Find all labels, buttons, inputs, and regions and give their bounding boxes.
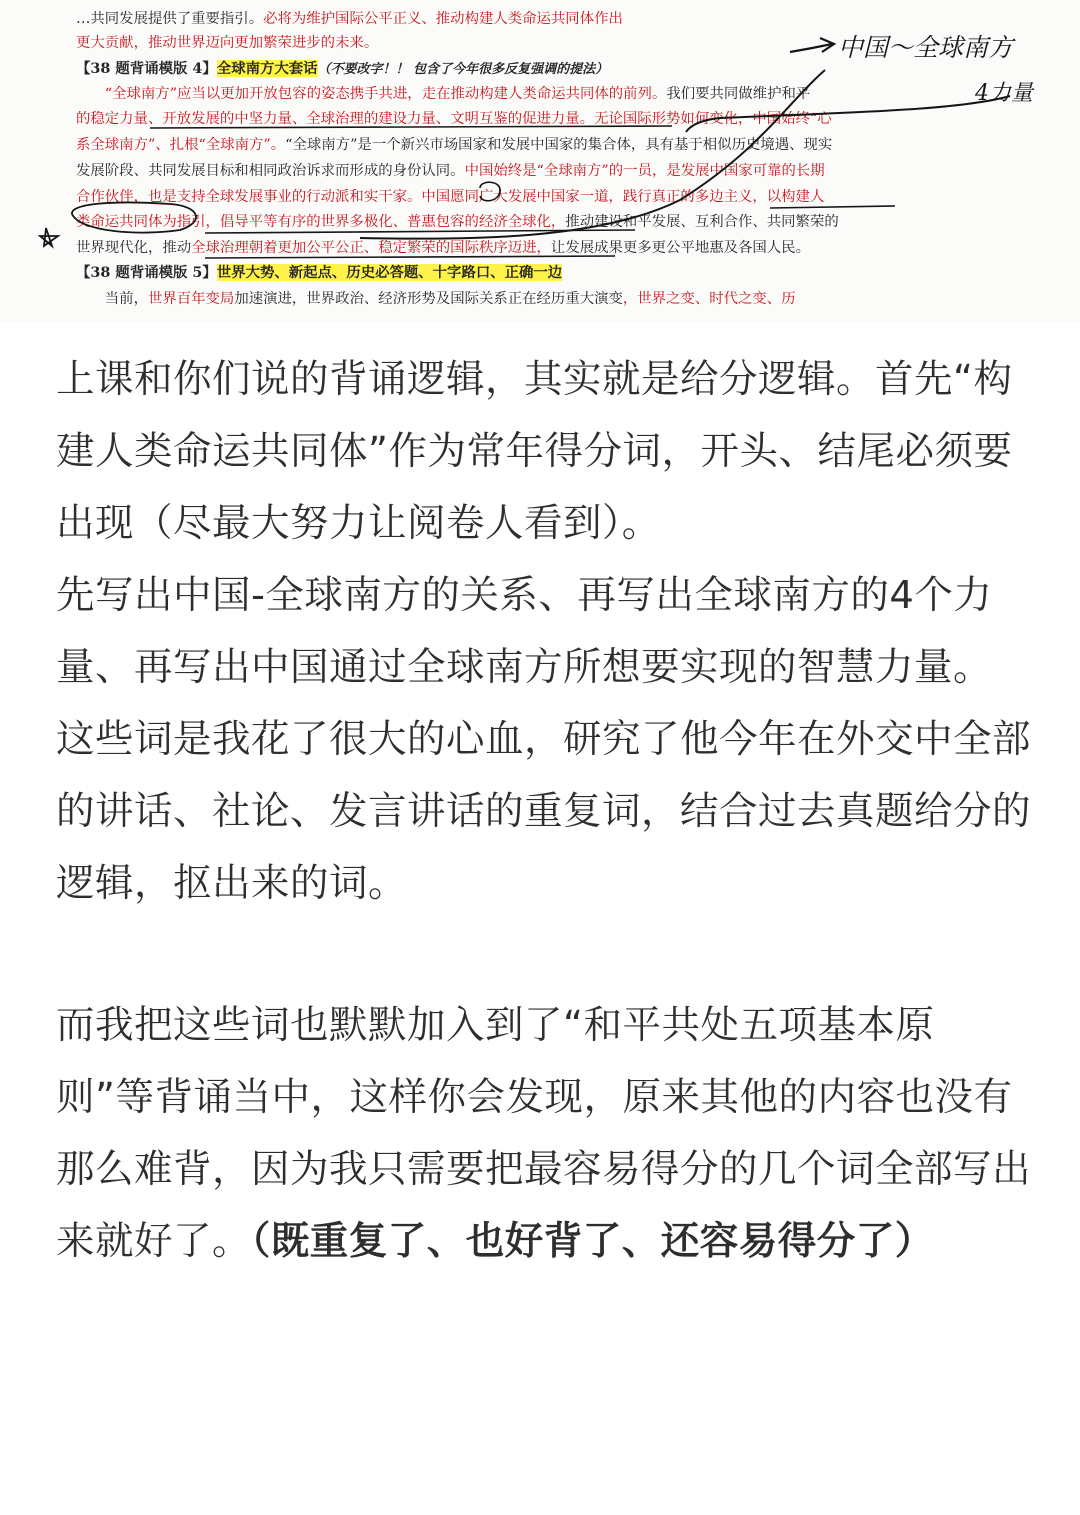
document-line xyxy=(76,160,1000,182)
document-text-segment: 全球南方大套话 xyxy=(216,60,318,77)
document-text-segment: 世界现代化，推动 xyxy=(76,240,192,256)
document-line xyxy=(76,8,1000,30)
document-text-segment: ，世界之变、时代之变、历 xyxy=(622,291,796,307)
note-paragraph-3: 这些词是我花了很大的心血，研究了他今年在外交中全部的讲话、社论、发言讲话的重复词，结合过去真题给分的逻辑，抠出来的词。 xyxy=(56,717,1032,906)
document-line xyxy=(76,134,1000,156)
note-paragraph-4-text: 而我把这些词也默默加入到了“和平共处五项基本原则”等背诵当中，这样你会发现，原来其他的内容也没有那么难背，因为我只需要把最容易得分的几个词全部写出来就好了。 xyxy=(56,1003,1032,1264)
document-text-segment: 必将为维护国际公平正义、推动构建人类命运共同体作出 xyxy=(263,11,623,27)
document-text-segment: 的稳定力量、开放发展的中坚力量、全球治理的建设力量、文明互鉴的促进力量。 xyxy=(76,111,595,127)
note-paragraph-4 xyxy=(56,990,1031,1278)
document-text-segment: 合作伙伴，也是支持全球发展事业的行动派和实干家。 xyxy=(76,189,422,205)
document-text-segment: （不要改字！！ 包含了今年很多反复强调的提法） xyxy=(317,62,609,77)
document-text-segment: 系全球南方”、扎根“全球南方”。 xyxy=(76,137,286,153)
annotation-top-right: 中国～全球南方 xyxy=(838,33,1014,62)
document-line xyxy=(76,262,1000,284)
document-text-segment: 我们要共同做维护和平 xyxy=(666,86,811,102)
note-paragraph-1: 上课和你们说的背诵逻辑，其实就是给分逻辑。首先“构建人类命运共同体”作为常年得分词，开头、结尾必须要出现（尽最大努力让阅卷人看到）。 xyxy=(56,357,1013,546)
document-text-segment: 世界大势、新起点、历史必答题、十字路口、正确一边 xyxy=(216,264,563,281)
document-text-segment: 中国始终是“全球南方”的一员，是发展中国家可靠的长期 xyxy=(464,163,825,179)
document-text-segment: 【38 题背诵模版 5】 xyxy=(76,264,217,281)
document-line xyxy=(76,32,1000,54)
document-text-segment: 加速演进，世界政治、经济形势及国际关系正在经历重大演变 xyxy=(234,291,623,307)
document-text-segment: 类命运共同体为指引，倡导平等有序的世界多极化、普惠包容的经济全球化， xyxy=(76,214,566,230)
document-line xyxy=(76,186,1000,208)
document-text-segment: 让发展成果更多更公平地惠及各国人民。 xyxy=(550,240,810,256)
document-text-segment: 全球治理朝着更加公平公正、稳定繁荣的国际秩序迈进， xyxy=(191,240,551,256)
scanned-document xyxy=(0,0,1080,322)
document-text-segment: 世界百年变局 xyxy=(147,291,235,307)
document-line xyxy=(76,108,1000,130)
document-text-segment: 【38 题背诵模版 4】 xyxy=(76,60,217,77)
document-text-segment: 当前， xyxy=(76,291,148,307)
document-text-segment: 推动建设和平发展、互利合作、共同繁荣的 xyxy=(565,214,839,230)
document-text-segment: “全球南方”应当以更加开放包容的姿态携手共进，走在推动构建人类命运共同体的前列。 xyxy=(76,86,667,102)
document-text-segment: “全球南方”是一个新兴市场国家和发展中国家的集合体，具有基于相似历史境遇、现实 xyxy=(285,137,833,153)
document-text-segment: 发展阶段、共同发展目标和相同政治诉求而形成的身份认同。 xyxy=(76,163,465,179)
annotation-side: 4力量 xyxy=(975,81,1033,106)
document-line xyxy=(76,288,1000,310)
star-icon xyxy=(40,228,58,246)
document-text-segment: 无论国际形势如何变化，中国始终“心 xyxy=(594,111,832,127)
document-line xyxy=(76,237,1000,259)
document-line xyxy=(76,83,1000,105)
note-paragraph-4-emphasis: （既重复了、也好背了、还容易得分了） xyxy=(251,1219,934,1264)
document-line xyxy=(76,58,1000,81)
document-text-segment: 中国愿同广大发展中国家一道，践行真正的多边主义，以构建人 xyxy=(421,189,825,205)
document-text-segment: …共同发展提供了重要指引。 xyxy=(76,11,264,27)
document-text-segment: 更大贡献，推动世界迈向更加繁荣进步的未来。 xyxy=(76,35,379,51)
note-text xyxy=(56,344,1031,1278)
paragraph-gap xyxy=(56,920,1031,990)
note-paragraph-2: 先写出中国-全球南方的关系、再写出全球南方的4个力量、再写出中国通过全球南方所想要实现的智慧力量。 xyxy=(56,573,993,690)
document-line xyxy=(76,211,1000,233)
